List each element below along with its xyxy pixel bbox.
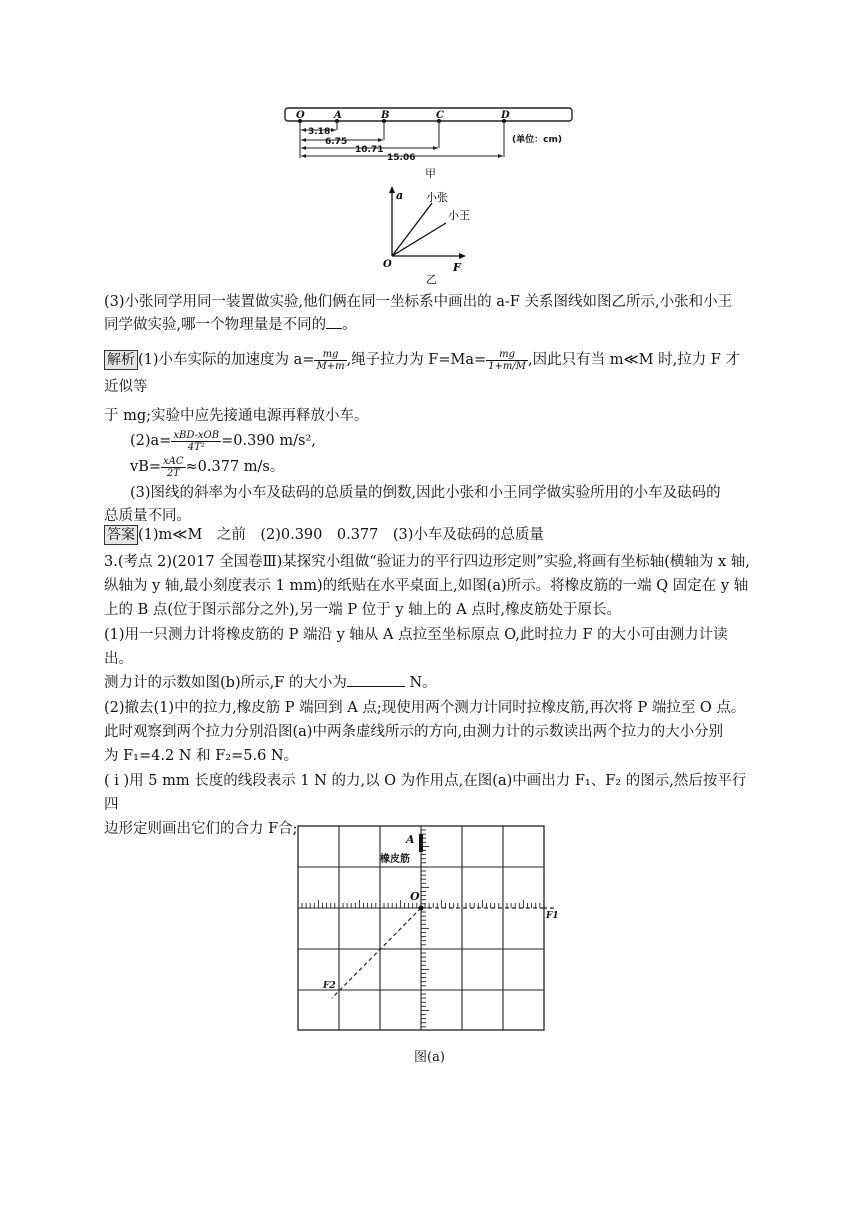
analysis-p1c: ,因此只有当 m≪M 时,拉力 F 才近似等 [104, 352, 740, 395]
analysis-p3a: vB= [130, 459, 161, 475]
problem3-s2b: 此时观察到两个拉力分别沿图(a)中两条虚线所示的方向,由测力计的示数读出两个拉力的大小分别 [104, 724, 724, 740]
problem3-line2: 纵轴为 y 轴,最小刻度表示 1 mm)的纸贴在水平桌面上,如图(a)所示。将橡皮筋的一端 Q 固定在 y 轴 [104, 578, 749, 594]
point-O-label: O [410, 890, 420, 903]
frac1-den: M+m [316, 360, 345, 372]
figure-caption-jia: 甲 [425, 167, 436, 180]
analysis-p2b: =0.390 m/s², [221, 433, 316, 449]
figure-caption-yi: 乙 [426, 273, 437, 286]
analysis-p2a: (2)a= [130, 433, 172, 449]
fraction-3 [171, 430, 221, 453]
analysis-p1b: ,绳子拉力为 F=Ma= [346, 352, 487, 368]
axis-F-label: F [453, 261, 461, 274]
aF-graph [380, 183, 480, 287]
dim-OC: 10.71 [355, 145, 384, 155]
line-xiaowang [392, 223, 446, 256]
analysis-p1a: (1)小车实际的加速度为 a= [138, 352, 315, 368]
q3-period: 。 [342, 317, 357, 333]
analysis-p1d: 于 mg;实验中应先接通电源再释放小车。 [104, 408, 369, 424]
frac1-num: mg [314, 349, 346, 361]
axis-a-label: a [396, 189, 404, 202]
problem3-s3a: ( i )用 5 mm 长度的线段表示 1 N 的力,以 O 为作用点,在图(a)中画出力 F₁、F₂ 的图示,然后按平行四 [104, 773, 747, 813]
problem3-s1c: N。 [404, 675, 437, 691]
fraction-2 [486, 349, 528, 372]
frac2-num: mg [486, 349, 528, 361]
answer-text: (1)m≪M 之前 (2)0.390 0.377 (3)小车及砝码的总质量 [138, 527, 544, 543]
F2-label: F2 [323, 981, 336, 991]
tape-label-A: A [334, 110, 342, 121]
frac2-den: 1+m/M [488, 360, 526, 372]
figure-caption-a: 图(a) [414, 1050, 445, 1065]
point-A-label: A [406, 833, 415, 846]
analysis-p4b: 总质量不同。 [104, 508, 191, 524]
q3-line2: 同学做实验,哪一个物理量是不同的 [104, 317, 327, 333]
label-xiaozhang: 小张 [426, 191, 448, 204]
grid-figure-a [290, 820, 580, 1040]
dim-OB: 6.75 [325, 137, 348, 147]
analysis-p3b: ≈0.377 m/s。 [185, 459, 285, 475]
rubber-band-label: 橡皮筋 [380, 854, 410, 865]
answer-block [104, 524, 754, 547]
tape-label-D: D [501, 110, 510, 121]
q3-line1: (3)小张同学用同一装置做实验,他们俩在同一坐标系中画出的 a-F 关系图线如图乙所示,小张和小王 [104, 294, 733, 310]
problem3-line3: 上的 B 点(位于图示部分之外),另一端 P 位于 y 轴上的 A 点时,橡皮筋处于原长。 [104, 602, 621, 618]
tape-figure [280, 100, 580, 180]
frac4-num: xAC [163, 455, 184, 467]
answer-blank-F [347, 672, 405, 687]
problem3-s3b: 边形定则画出它们的合力 F合; [104, 821, 298, 837]
question-3 [104, 291, 754, 337]
fraction-1 [314, 349, 346, 372]
frac4-den: 2T [166, 467, 180, 479]
problem-3 [104, 550, 754, 841]
tape-label-O: O [296, 110, 305, 121]
dim-OA: 3.18 [308, 127, 331, 137]
tape-label-C: C [436, 110, 444, 121]
frac3-num: xBD-xOB [173, 429, 220, 441]
label-xiaowang: 小王 [448, 209, 470, 222]
analysis-block [104, 347, 754, 528]
tape-label-B: B [381, 110, 390, 121]
problem3-line1: 3.(考点 2)(2017 全国卷Ⅲ)某探究小组做“验证力的平行四边形定则”实验,将画有坐标轴(横轴为 x 轴, [104, 554, 750, 570]
origin-label: O [383, 259, 392, 270]
fraction-4 [161, 456, 186, 479]
F1-label: F1 [546, 911, 559, 921]
problem3-s2c: 为 F₁=4.2 N 和 F₂=5.6 N。 [104, 748, 299, 764]
frac3-den: 4T² [187, 441, 205, 453]
unit-label: (单位：cm) [512, 135, 562, 145]
problem3-s1a: (1)用一只测力计将橡皮筋的 P 端沿 y 轴从 A 点拉至坐标原点 O,此时拉力 F 的大小可由测力计读出。 [104, 627, 728, 667]
problem3-s2a: (2)撤去(1)中的拉力,橡皮筋 P 端回到 A 点;现使用两个测力计同时拉橡皮筋,再次将 P 端拉至 O 点。 [104, 700, 746, 716]
dim-OD: 15.06 [387, 153, 416, 163]
answer-blank [326, 314, 342, 329]
line-xiaozhang [392, 203, 432, 256]
analysis-p4: (3)图线的斜率为小车及砝码的总质量的倒数,因此小张和小王同学做实验所用的小车及砝码的 [130, 485, 721, 501]
analysis-tag: 解析 [104, 350, 138, 370]
problem3-s1b: 测力计的示数如图(b)所示,F 的大小为 [104, 675, 347, 691]
rubber-band [419, 834, 423, 852]
answer-tag: 答案 [104, 525, 138, 545]
